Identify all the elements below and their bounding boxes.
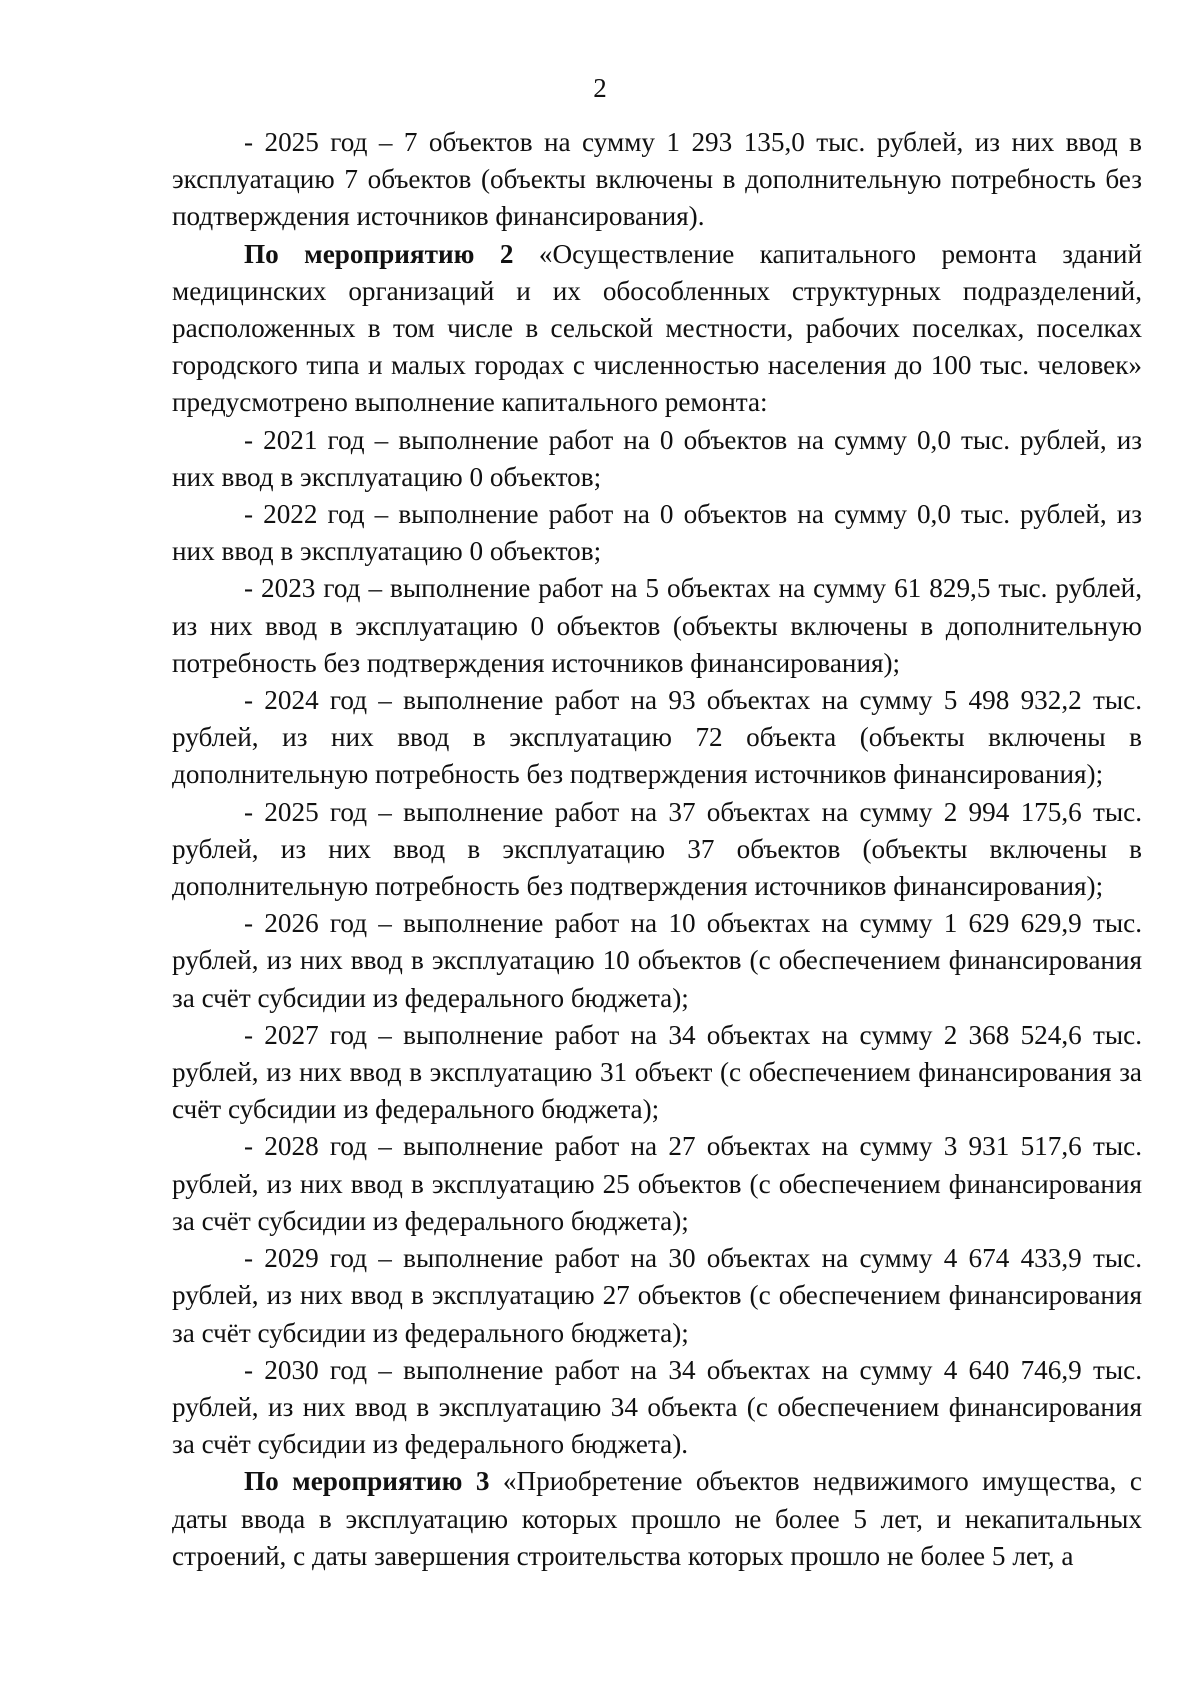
- paragraph-2028: [172, 1128, 1142, 1240]
- paragraph-text: «Приобретение объектов недвижимого имущества, с даты ввода в эксплуатацию которых прошло не более 5 лет, и некапитальных строений, с даты завершения строительства которых прошло не более 5 лет, а: [172, 1466, 1142, 1571]
- paragraph-text: - 2023 год – выполнение работ на 5 объектах на сумму 61 829,5 тыс. рублей, из них ввод в эксплуатацию 0 объектов (объекты включены в дополнительную потребность без подтверждения источников финансирования);: [172, 573, 1142, 678]
- paragraph-measure-3-intro: [172, 1463, 1142, 1575]
- paragraph-text: - 2024 год – выполнение работ на 93 объектах на сумму 5 498 932,2 тыс. рублей, из них ввод в эксплуатацию 72 объекта (объекты включены в дополнительную потребность без подтверждения источников финансирования);: [172, 685, 1142, 790]
- paragraph-2021: [172, 422, 1142, 496]
- paragraph-text: - 2021 год – выполнение работ на 0 объектов на сумму 0,0 тыс. рублей, из них ввод в эксплуатацию 0 объектов;: [172, 424, 1142, 492]
- page-number: 2: [593, 73, 607, 103]
- paragraph-text: - 2026 год – выполнение работ на 10 объектах на сумму 1 629 629,9 тыс. рублей, из них ввод в эксплуатацию 10 объектов (с обеспечением финансирования за счёт субсидии из федерального бюджета);: [172, 908, 1142, 1013]
- paragraph-2024: [172, 682, 1142, 794]
- paragraph-text: - 2025 год – 7 объектов на сумму 1 293 135,0 тыс. рублей, из них ввод в эксплуатацию 7 объектов (объекты включены в дополнительную потребность без подтверждения источников финансирования).: [172, 127, 1142, 232]
- paragraph-text: «Осуществление капитального ремонта зданий медицинских организаций и их обособленных структурных подразделений, расположенных в том числе в сельской местности, рабочих поселках, поселках городского типа и малых городах с численностью населения до 100 тыс. человек» предусмотрено выполнение капитального ремонта:: [172, 238, 1142, 418]
- paragraph-measure-2-intro: [172, 236, 1142, 422]
- paragraph-2026: [172, 905, 1142, 1017]
- paragraph-text: - 2027 год – выполнение работ на 34 объектах на сумму 2 368 524,6 тыс. рублей, из них ввод в эксплуатацию 31 объект (с обеспечением финансирования за счёт субсидии из федерального бюджета);: [172, 1019, 1142, 1125]
- document-body: [172, 124, 1142, 1575]
- paragraph-2025-objects: [172, 124, 1142, 236]
- paragraph-2027: [172, 1017, 1142, 1129]
- measure-2-heading: По мероприятию 2: [244, 238, 514, 269]
- paragraph-2029: [172, 1240, 1142, 1352]
- paragraph-2025: [172, 794, 1142, 906]
- paragraph-2022: [172, 496, 1142, 570]
- paragraph-text: - 2030 год – выполнение работ на 34 объектах на сумму 4 640 746,9 тыс. рублей, из них ввод в эксплуатацию 34 объекта (с обеспечением финансирования за счёт субсидии из федерального бюджета).: [172, 1354, 1142, 1460]
- paragraph-text: - 2022 год – выполнение работ на 0 объектов на сумму 0,0 тыс. рублей, из них ввод в эксплуатацию 0 объектов;: [172, 499, 1142, 567]
- measure-3-heading: По мероприятию 3: [244, 1466, 490, 1497]
- paragraph-text: - 2025 год – выполнение работ на 37 объектах на сумму 2 994 175,6 тыс. рублей, из них ввод в эксплуатацию 37 объектов (объекты включены в дополнительную потребность без подтверждения источников финансирования);: [172, 796, 1142, 902]
- paragraph-2023: [172, 570, 1142, 682]
- paragraph-2030: [172, 1352, 1142, 1464]
- paragraph-text: - 2029 год – выполнение работ на 30 объектах на сумму 4 674 433,9 тыс. рублей, из них ввод в эксплуатацию 27 объектов (с обеспечением финансирования за счёт субсидии из федерального бюджета);: [172, 1243, 1142, 1348]
- paragraph-text: - 2028 год – выполнение работ на 27 объектах на сумму 3 931 517,6 тыс. рублей, из них ввод в эксплуатацию 25 объектов (с обеспечением финансирования за счёт субсидии из федерального бюджета);: [172, 1131, 1142, 1236]
